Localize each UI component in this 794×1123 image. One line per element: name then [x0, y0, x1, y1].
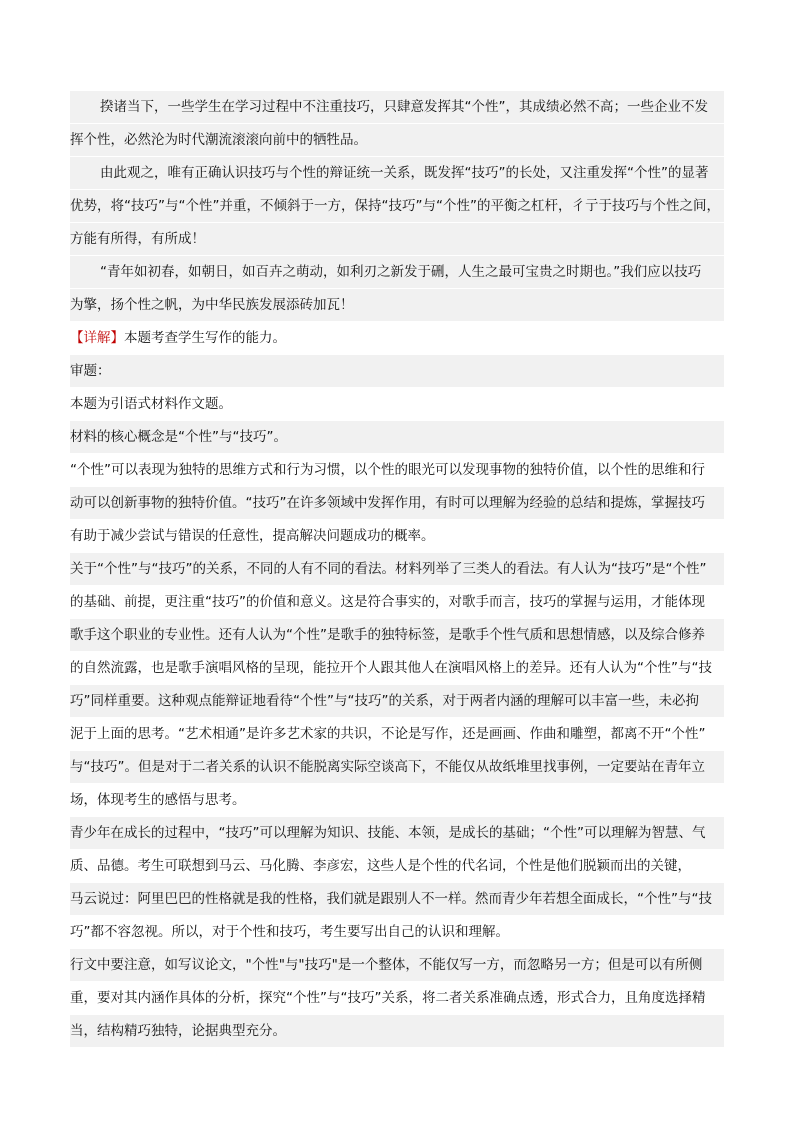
text-line: “个性”可以表现为独特的思维方式和行为习惯，以个性的眼光可以发现事物的独特价值，以个性的思维和行 [70, 462, 705, 478]
text-line: 行文中要注意，如写议论文，"个性"与"技巧"是一个整体，不能仅写一方，而忽略另一方；但是可以有所侧 [70, 949, 724, 981]
text-line: 与“技巧”。但是对于二者关系的认识不能脱离实际空谈高下，不能仅从故纸堆里找事例，一定要站在青年立 [70, 751, 724, 783]
relation-paragraph [70, 553, 724, 816]
text-line: 巧”都不容忽视。所以，对于个性和技巧，考生要写出自己的认识和理解。 [70, 924, 509, 940]
text-line: 当，结构精巧独特，论据典型充分。 [70, 1015, 724, 1047]
text-line: 泥于上面的思考。“艺术相通”是许多艺术家的共识，不论是写作，还是画画、作曲和雕塑，都离不开“个性” [70, 726, 706, 742]
text-line: 有助于减少尝试与错误的任意性，提高解决问题成功的概率。 [70, 528, 435, 544]
text-line: 挥个性，必然沦为时代潮流滚滚向前中的牺牲品。 [70, 124, 724, 156]
text-line: 关于“个性”与“技巧”的关系，不同的人有不同的看法。材料列举了三类人的看法。有人认为“技巧”是“个性” [70, 553, 724, 585]
text-line: 由此观之，唯有正确认识技巧与个性的辩证统一关系，既发挥“技巧”的长处，又注重发挥“个性”的显著 [70, 157, 724, 189]
shenti-heading: 审题： [70, 355, 724, 387]
text-line: 的基础、前提，更注重“技巧”的价值和意义。这是符合事实的，对歌手而言，技巧的掌握与运用，才能体现 [70, 594, 705, 610]
text-line: 巧”同样重要。这种观点能辩证地看待“个性”与“技巧”的关系，对于两者内涵的理解可以丰富一些，未必拘 [70, 685, 724, 717]
text-line: 方能有所得，有所成！ [70, 223, 724, 255]
text-line: 为擎，扬个性之帆，为中华民族发展添砖加瓦！ [70, 289, 724, 321]
text-line: 揆诸当下，一些学生在学习过程中不注重技巧，只肆意发挥其“个性”，其成绩必然不高；一些企业不发 [70, 91, 724, 123]
essay-paragraph-3 [70, 256, 724, 321]
text-line: 质、品德。考生可联想到马云、马化腾、李彦宏，这些人是个性的代名词，个性是他们脱颖而出的关键， [70, 858, 691, 874]
text-line: 马云说过：阿里巴巴的性格就是我的性格，我们就是跟别人不一样。然而青少年若想全面成长，“个性”与“技 [70, 883, 724, 915]
text-line: 重，要对其内涵作具体的分析，探究“个性”与“技巧”关系，将二者关系准确点透，形式合力，且角度选择精 [70, 990, 706, 1006]
text-line: 青少年在成长的过程中，“技巧”可以理解为知识、技能、本领，是成长的基础；“个性”可以理解为智慧、气 [70, 817, 724, 849]
text-line: 的自然流露，也是歌手演唱风格的呈现，能拉开个人跟其他人在演唱风格上的差异。还有人认为“个性”与“技 [70, 660, 712, 676]
text-line: 歌手这个职业的专业性。还有人认为“个性”是歌手的独特标签，是歌手个性气质和思想情感，以及综合修养 [70, 619, 724, 651]
analysis-label: 【详解】 [70, 330, 124, 346]
writing-note-paragraph [70, 949, 724, 1047]
text-line: “青年如初春，如朝日，如百卉之萌动，如利刃之新发于硎，人生之最可宝贵之时期也。”我们应以技巧 [70, 256, 724, 288]
essay-paragraph-2 [70, 157, 724, 255]
analysis-intro-line [70, 322, 724, 354]
analysis-intro-text: 本题考查学生写作的能力。 [124, 330, 286, 346]
text-line: 动可以创新事物的独特价值。“技巧”在许多领域中发挥作用，有时可以理解为经验的总结和提炼，掌握技巧 [70, 487, 724, 519]
text-line: 场，体现考生的感悟与思考。 [70, 792, 246, 808]
core-concept-line: 材料的核心概念是“个性”与“技巧”。 [70, 421, 724, 453]
text-line: 优势，将“技巧”与“个性”并重，不倾斜于一方，保持“技巧”与“个性”的平衡之杠杆，彳亍于技巧与个性之间， [70, 190, 724, 222]
document-body [70, 91, 724, 1048]
essay-paragraph-1 [70, 91, 724, 156]
definition-paragraph [70, 454, 724, 552]
youth-paragraph [70, 817, 724, 948]
question-type-line: 本题为引语式材料作文题。 [70, 396, 232, 412]
